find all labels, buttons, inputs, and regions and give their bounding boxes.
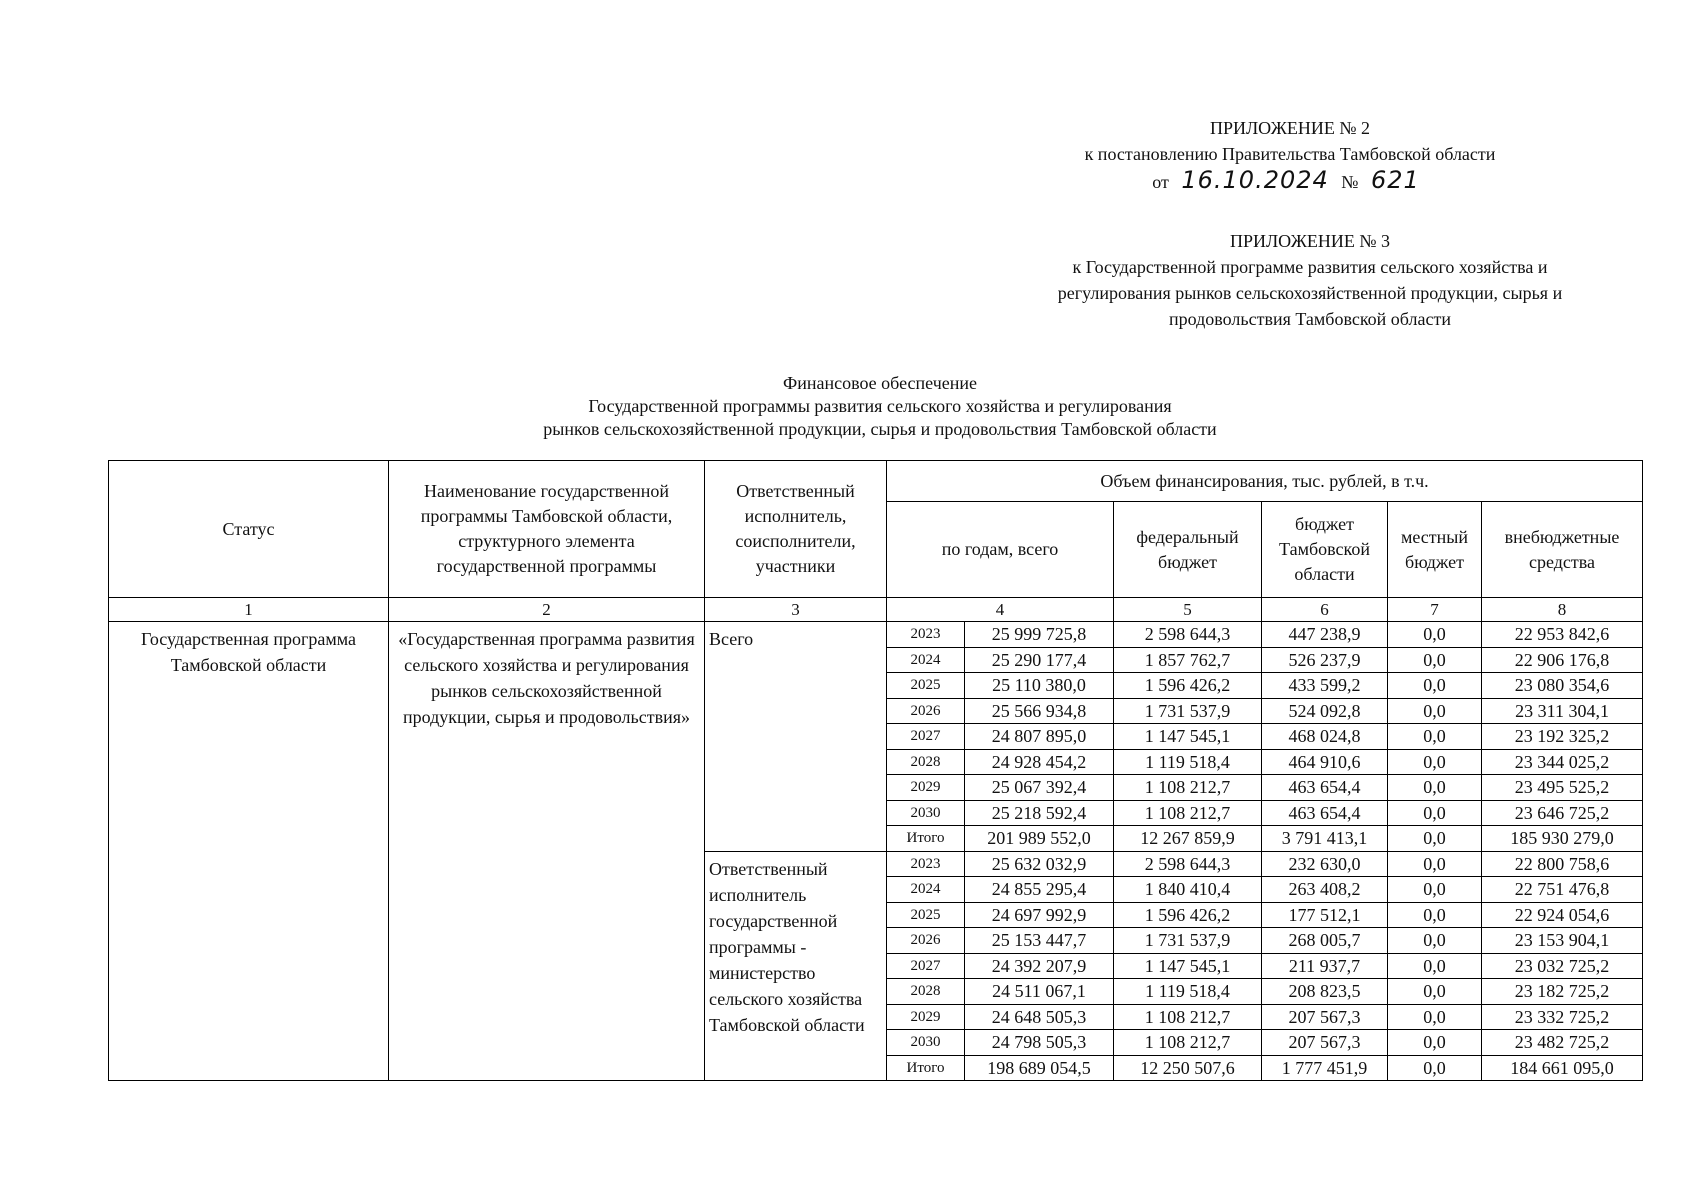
regional-cell: 468 024,8 [1262,724,1388,750]
extrabudget-cell: 23 482 725,2 [1482,1030,1643,1056]
year-cell: 2025 [887,673,965,699]
total-cell: 24 928 454,2 [965,749,1114,775]
federal-cell: 12 267 859,9 [1114,826,1262,852]
year-cell: 2027 [887,953,965,979]
handwritten-date: 16.10.2024 [1181,166,1329,194]
local-cell: 0,0 [1388,647,1482,673]
year-cell: 2026 [887,928,965,954]
total-cell: 25 218 592,4 [965,800,1114,826]
regional-cell: 268 005,7 [1262,928,1388,954]
year-cell: 2027 [887,724,965,750]
regional-cell: 433 599,2 [1262,673,1388,699]
extrabudget-cell: 22 906 176,8 [1482,647,1643,673]
regional-cell: 207 567,3 [1262,1030,1388,1056]
regional-cell: 211 937,7 [1262,953,1388,979]
status-cell: Государственная программа Тамбовской области [109,622,389,1081]
federal-cell: 2 598 644,3 [1114,851,1262,877]
extrabudget-cell: 185 930 279,0 [1482,826,1643,852]
federal-cell: 1 857 762,7 [1114,647,1262,673]
extrabudget-cell: 23 311 304,1 [1482,698,1643,724]
executor-cell: Ответственный исполнитель государственной программы - министерство сельского хозяйства Тамбовской области [705,851,887,1081]
local-cell: 0,0 [1388,953,1482,979]
header-program-name: Наименование государственной программы Тамбовской области, структурного элемента государственной программы [389,461,705,598]
local-cell: 0,0 [1388,775,1482,801]
year-cell: 2023 [887,622,965,648]
federal-cell: 1 147 545,1 [1114,953,1262,979]
number-prefix: № [1341,172,1359,192]
header-executor: Ответственный исполнитель, соисполнители, участники [705,461,887,598]
appendix-2-block [1000,115,1580,195]
local-cell: 0,0 [1388,749,1482,775]
federal-cell: 12 250 507,6 [1114,1055,1262,1081]
local-cell: 0,0 [1388,724,1482,750]
federal-cell: 1 108 212,7 [1114,1004,1262,1030]
appendix-2-line: к постановлению Правительства Тамбовской области [1084,144,1496,164]
year-cell: 2030 [887,1030,965,1056]
year-cell: 2028 [887,979,965,1005]
appendix-3-title: ПРИЛОЖЕНИЕ № 3 [1229,231,1391,251]
total-cell: 25 067 392,4 [965,775,1114,801]
regional-cell: 232 630,0 [1262,851,1388,877]
total-cell: 25 566 934,8 [965,698,1114,724]
local-cell: 0,0 [1388,877,1482,903]
local-cell: 0,0 [1388,673,1482,699]
regional-cell: 177 512,1 [1262,902,1388,928]
year-cell: 2024 [887,647,965,673]
col-number: 7 [1388,598,1482,622]
date-number-line [1000,167,1580,195]
regional-cell: 524 092,8 [1262,698,1388,724]
total-cell: 24 511 067,1 [965,979,1114,1005]
local-cell: 0,0 [1388,800,1482,826]
financing-table [108,460,1643,1081]
appendix-3-line-3: продовольствия Тамбовской области [1169,309,1451,329]
total-cell: 24 798 505,3 [965,1030,1114,1056]
header-extrabudget: внебюджетные средства [1482,502,1643,598]
header-by-years: по годам, всего [887,502,1114,598]
extrabudget-cell: 22 924 054,6 [1482,902,1643,928]
federal-cell: 1 147 545,1 [1114,724,1262,750]
year-cell: Итого [887,1055,965,1081]
col-number: 6 [1262,598,1388,622]
year-cell: 2028 [887,749,965,775]
total-cell: 24 855 295,4 [965,877,1114,903]
local-cell: 0,0 [1388,851,1482,877]
local-cell: 0,0 [1388,698,1482,724]
extrabudget-cell: 184 661 095,0 [1482,1055,1643,1081]
regional-cell: 208 823,5 [1262,979,1388,1005]
local-cell: 0,0 [1388,1004,1482,1030]
extrabudget-cell: 22 953 842,6 [1482,622,1643,648]
title-line-3: рынков сельскохозяйственной продукции, сырья и продовольствия Тамбовской области [543,419,1217,439]
regional-cell: 463 654,4 [1262,775,1388,801]
regional-cell: 447 238,9 [1262,622,1388,648]
local-cell: 0,0 [1388,902,1482,928]
col-number: 3 [705,598,887,622]
year-cell: 2025 [887,902,965,928]
total-cell: 25 290 177,4 [965,647,1114,673]
table-row [109,622,1643,648]
federal-cell: 1 108 212,7 [1114,1030,1262,1056]
appendix-3-line-1: к Государственной программе развития сельского хозяйства и [1072,257,1548,277]
total-cell: 24 807 895,0 [965,724,1114,750]
local-cell: 0,0 [1388,928,1482,954]
extrabudget-cell: 23 332 725,2 [1482,1004,1643,1030]
federal-cell: 1 119 518,4 [1114,979,1262,1005]
year-cell: 2023 [887,851,965,877]
extrabudget-cell: 23 153 904,1 [1482,928,1643,954]
local-cell: 0,0 [1388,979,1482,1005]
col-number: 2 [389,598,705,622]
total-cell: 201 989 552,0 [965,826,1114,852]
regional-cell: 463 654,4 [1262,800,1388,826]
federal-cell: 1 596 426,2 [1114,673,1262,699]
appendix-3-block [990,228,1630,332]
federal-cell: 2 598 644,3 [1114,622,1262,648]
extrabudget-cell: 22 800 758,6 [1482,851,1643,877]
header-regional: бюджет Тамбовской области [1262,502,1388,598]
executor-cell: Всего [705,622,887,852]
date-prefix: от [1152,172,1169,192]
col-number: 8 [1482,598,1643,622]
extrabudget-cell: 23 495 525,2 [1482,775,1643,801]
extrabudget-cell: 22 751 476,8 [1482,877,1643,903]
regional-cell: 464 910,6 [1262,749,1388,775]
total-cell: 24 648 505,3 [965,1004,1114,1030]
local-cell: 0,0 [1388,826,1482,852]
year-cell: 2026 [887,698,965,724]
appendix-2-title: ПРИЛОЖЕНИЕ № 2 [1209,118,1371,138]
local-cell: 0,0 [1388,1055,1482,1081]
col-number: 5 [1114,598,1262,622]
federal-cell: 1 731 537,9 [1114,928,1262,954]
year-cell: Итого [887,826,965,852]
extrabudget-cell: 23 032 725,2 [1482,953,1643,979]
federal-cell: 1 108 212,7 [1114,775,1262,801]
total-cell: 25 632 032,9 [965,851,1114,877]
local-cell: 0,0 [1388,1030,1482,1056]
program-name-cell: «Государственная программа развития сельского хозяйства и регулирования рынков сельскохозяйственной продукции, сырья и продовольствия» [389,622,705,1081]
extrabudget-cell: 23 344 025,2 [1482,749,1643,775]
federal-cell: 1 119 518,4 [1114,749,1262,775]
year-cell: 2029 [887,775,965,801]
handwritten-number: 621 [1370,166,1420,194]
appendix-3-line-2: регулирования рынков сельскохозяйственной продукции, сырья и [1057,283,1563,303]
title-line-1: Финансовое обеспечение [782,373,977,393]
total-cell: 24 392 207,9 [965,953,1114,979]
header-financing-volume: Объем финансирования, тыс. рублей, в т.ч. [887,461,1643,502]
regional-cell: 207 567,3 [1262,1004,1388,1030]
year-cell: 2030 [887,800,965,826]
year-cell: 2029 [887,1004,965,1030]
col-number: 4 [887,598,1114,622]
regional-cell: 526 237,9 [1262,647,1388,673]
federal-cell: 1 108 212,7 [1114,800,1262,826]
column-numbers-row [109,598,1643,622]
year-cell: 2024 [887,877,965,903]
total-cell: 25 110 380,0 [965,673,1114,699]
regional-cell: 1 777 451,9 [1262,1055,1388,1081]
total-cell: 198 689 054,5 [965,1055,1114,1081]
financing-table-body [109,622,1643,1081]
regional-cell: 3 791 413,1 [1262,826,1388,852]
extrabudget-cell: 23 646 725,2 [1482,800,1643,826]
federal-cell: 1 596 426,2 [1114,902,1262,928]
extrabudget-cell: 23 182 725,2 [1482,979,1643,1005]
document-title [380,372,1380,441]
federal-cell: 1 731 537,9 [1114,698,1262,724]
header-status: Статус [109,461,389,598]
extrabudget-cell: 23 080 354,6 [1482,673,1643,699]
header-local: местный бюджет [1388,502,1482,598]
total-cell: 25 999 725,8 [965,622,1114,648]
col-number: 1 [109,598,389,622]
header-federal: федеральный бюджет [1114,502,1262,598]
federal-cell: 1 840 410,4 [1114,877,1262,903]
title-line-2: Государственной программы развития сельского хозяйства и регулирования [588,396,1172,416]
extrabudget-cell: 23 192 325,2 [1482,724,1643,750]
local-cell: 0,0 [1388,622,1482,648]
total-cell: 24 697 992,9 [965,902,1114,928]
regional-cell: 263 408,2 [1262,877,1388,903]
total-cell: 25 153 447,7 [965,928,1114,954]
